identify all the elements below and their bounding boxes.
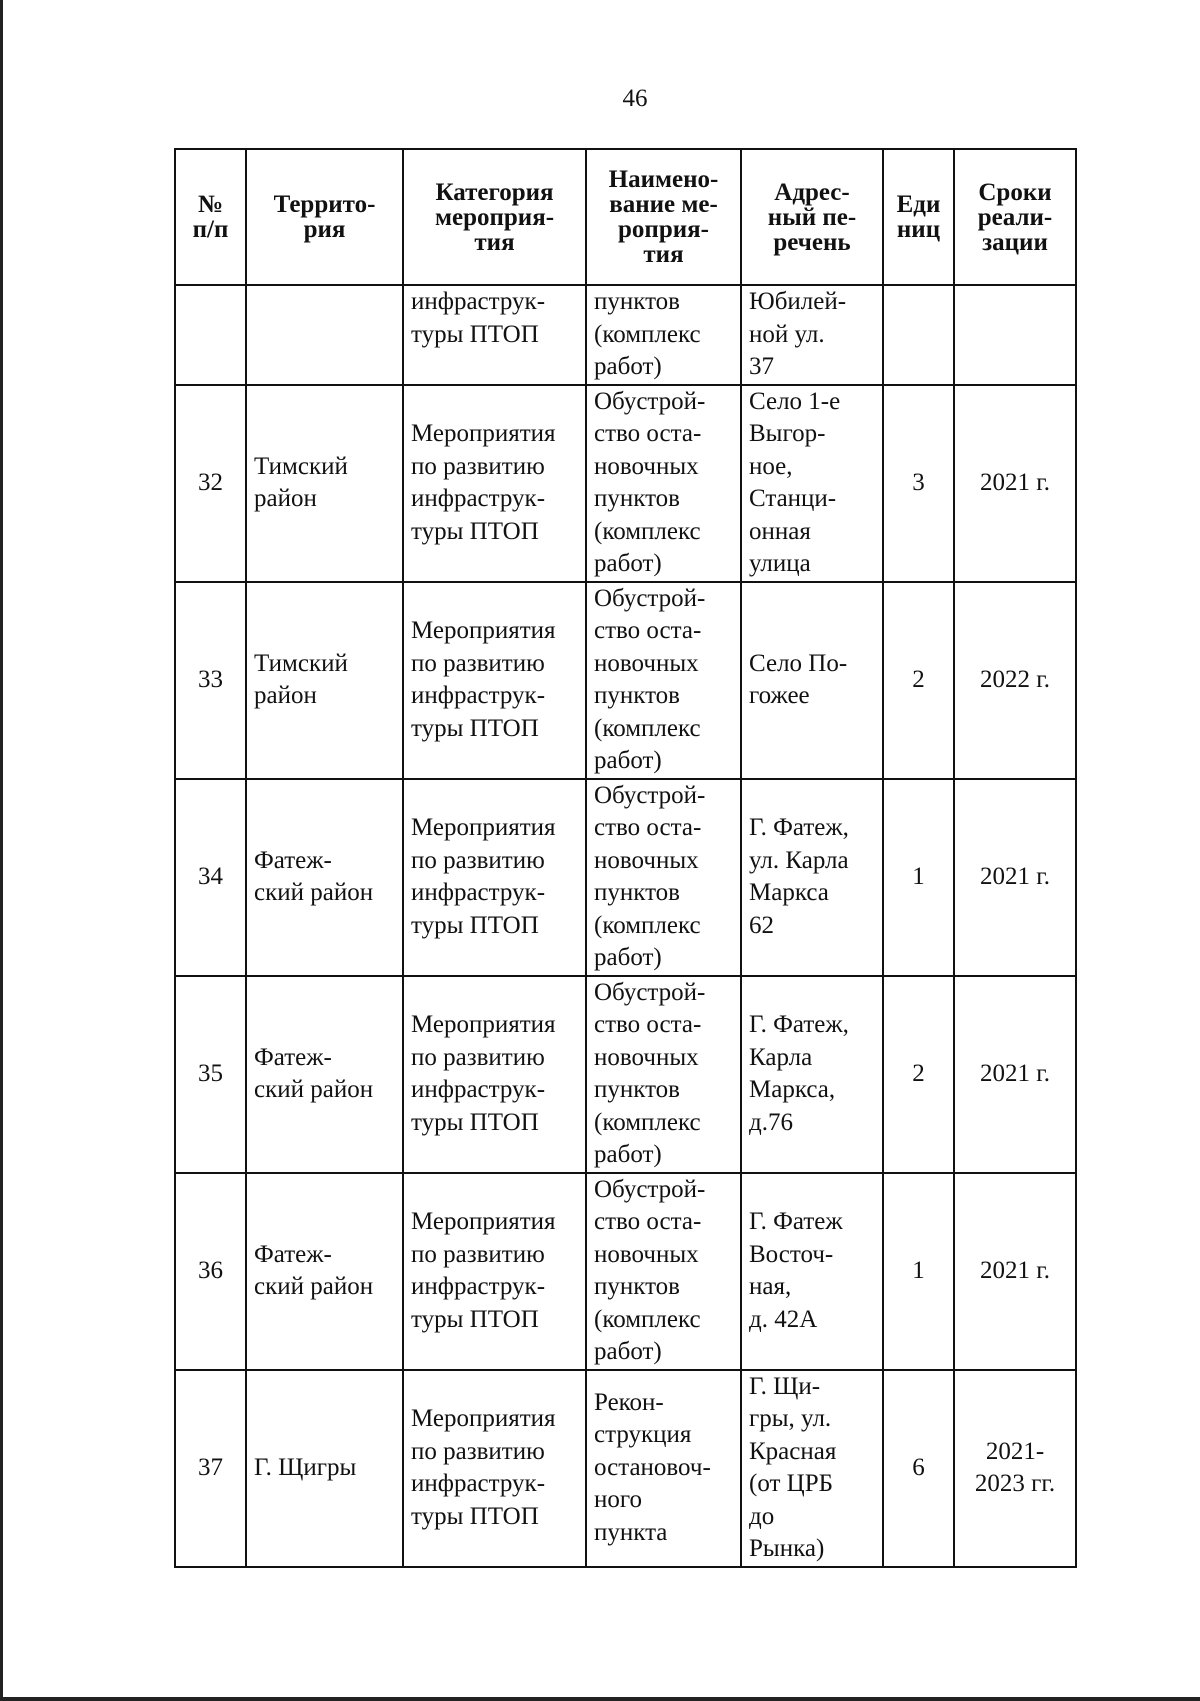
cell-name: Обустрой- ство оста- новочных пунктов (комплекс работ) <box>586 582 741 779</box>
cell-units: 3 <box>883 385 954 582</box>
page-number: 46 <box>622 85 648 112</box>
cell-category: инфраструк- туры ПТОП <box>403 285 586 385</box>
cell-territory: Тимский район <box>246 385 403 582</box>
header-name: Наимено- вание ме- роприя- тия <box>586 149 741 285</box>
cell-category: Мероприятия по развитию инфраструк- туры ПТОП <box>403 779 586 976</box>
table-row <box>175 779 1076 976</box>
cell-number: 35 <box>175 976 246 1173</box>
scan-bottom-edge <box>0 1697 1200 1701</box>
cell-address: Г. Фатеж, ул. Карла Маркса 62 <box>741 779 883 976</box>
cell-units: 2 <box>883 582 954 779</box>
cell-term: 2021 г. <box>954 385 1076 582</box>
cell-number: 37 <box>175 1370 246 1567</box>
cell-number <box>175 285 246 385</box>
cell-name: Рекон- струкция остановоч- ного пункта <box>586 1370 741 1567</box>
cell-address: Село 1-е Выгор- ное, Станци- онная улица <box>741 385 883 582</box>
table-row <box>175 385 1076 582</box>
cell-units: 2 <box>883 976 954 1173</box>
cell-address: Г. Фатеж, Карла Маркса, д.76 <box>741 976 883 1173</box>
cell-term <box>954 285 1076 385</box>
cell-name: Обустрой- ство оста- новочных пунктов (комплекс работ) <box>586 385 741 582</box>
table-header-row <box>175 149 1076 285</box>
table-row-continuation <box>175 285 1076 385</box>
table-row <box>175 976 1076 1173</box>
header-units: Еди ниц <box>883 149 954 285</box>
cell-number: 32 <box>175 385 246 582</box>
cell-territory: Тимский район <box>246 582 403 779</box>
cell-units: 1 <box>883 779 954 976</box>
cell-category: Мероприятия по развитию инфраструк- туры ПТОП <box>403 385 586 582</box>
cell-term: 2021 г. <box>954 1173 1076 1370</box>
header-term: Сроки реали- зации <box>954 149 1076 285</box>
scan-left-edge <box>0 0 3 1701</box>
cell-territory: Фатеж- ский район <box>246 1173 403 1370</box>
cell-category: Мероприятия по развитию инфраструк- туры ПТОП <box>403 1173 586 1370</box>
header-number: № п/п <box>175 149 246 285</box>
cell-name: Обустрой- ство оста- новочных пунктов (комплекс работ) <box>586 779 741 976</box>
cell-name: Обустрой- ство оста- новочных пунктов (комплекс работ) <box>586 976 741 1173</box>
cell-number: 34 <box>175 779 246 976</box>
cell-term: 2021 г. <box>954 976 1076 1173</box>
table-row <box>175 582 1076 779</box>
cell-term: 2022 г. <box>954 582 1076 779</box>
cell-address: Юбилей- ной ул. 37 <box>741 285 883 385</box>
cell-category: Мероприятия по развитию инфраструк- туры ПТОП <box>403 976 586 1173</box>
cell-units: 1 <box>883 1173 954 1370</box>
cell-term: 2021 г. <box>954 779 1076 976</box>
cell-name: Обустрой- ство оста- новочных пунктов (комплекс работ) <box>586 1173 741 1370</box>
table-row <box>175 1173 1076 1370</box>
cell-address: Село По- гожее <box>741 582 883 779</box>
events-table <box>174 148 1077 1568</box>
table-row <box>175 1370 1076 1567</box>
cell-units: 6 <box>883 1370 954 1567</box>
header-address: Адрес- ный пе- речень <box>741 149 883 285</box>
cell-number: 36 <box>175 1173 246 1370</box>
cell-territory: Г. Щигры <box>246 1370 403 1567</box>
cell-territory: Фатеж- ский район <box>246 976 403 1173</box>
cell-category: Мероприятия по развитию инфраструк- туры ПТОП <box>403 582 586 779</box>
cell-name: пунктов (комплекс работ) <box>586 285 741 385</box>
cell-territory: Фатеж- ский район <box>246 779 403 976</box>
header-territory: Террито- рия <box>246 149 403 285</box>
cell-number: 33 <box>175 582 246 779</box>
cell-category: Мероприятия по развитию инфраструк- туры ПТОП <box>403 1370 586 1567</box>
cell-territory <box>246 285 403 385</box>
header-category: Категория мероприя- тия <box>403 149 586 285</box>
cell-term: 2021- 2023 гг. <box>954 1370 1076 1567</box>
cell-units <box>883 285 954 385</box>
cell-address: Г. Фатеж Восточ- ная, д. 42А <box>741 1173 883 1370</box>
cell-address: Г. Щи- гры, ул. Красная (от ЦРБ до Рынка) <box>741 1370 883 1567</box>
